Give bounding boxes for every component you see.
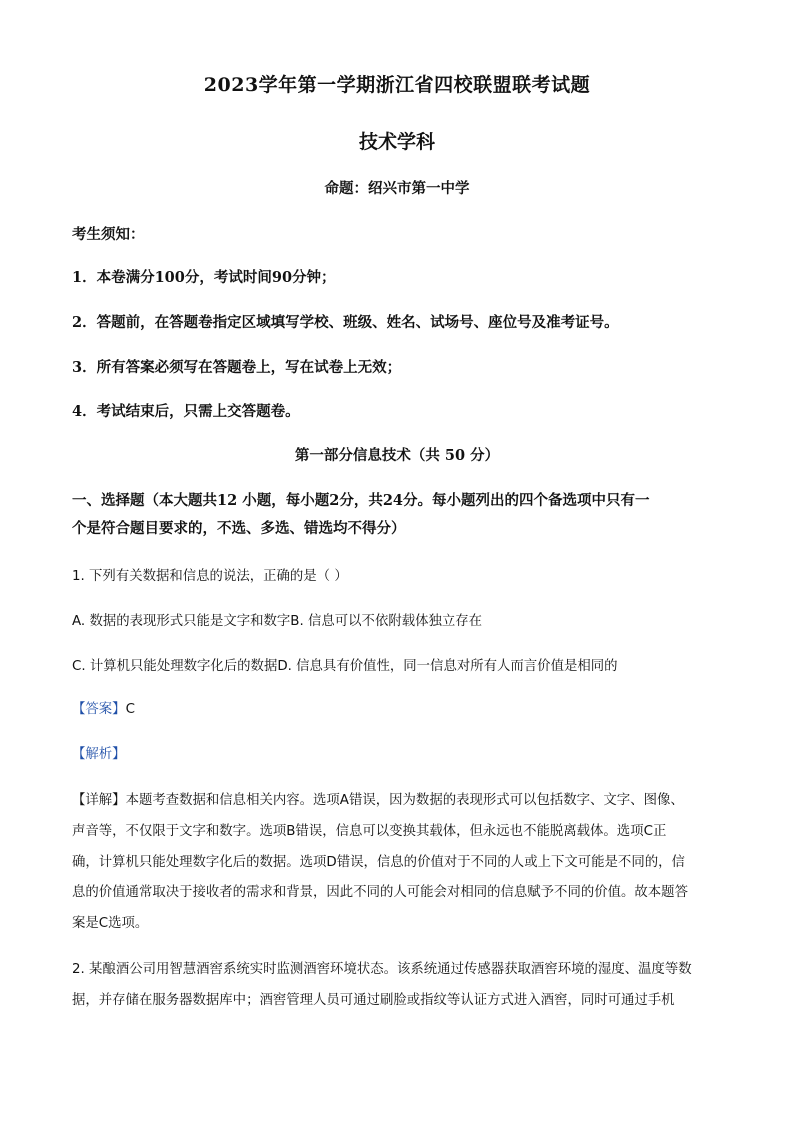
notice-item-2: 2．答题前，在答题卷指定区域填写学校、班级、姓名、试场号、座位号及准考证号。 — [72, 314, 619, 331]
notice-item-3: 3．所有答案必须写在答题卷上，写在试卷上无效； — [72, 359, 402, 376]
answer-tag: 【答案】 — [72, 702, 126, 717]
exam-title: 2023学年第一学期浙江省四校联盟联考试题 — [203, 74, 591, 96]
q1-answer — [72, 698, 135, 717]
q1-detail-line-5: 案是C选项。 — [72, 916, 149, 931]
section-heading-line-2: 个是符合题目要求的，不选、多选、错选均不得分） — [72, 520, 406, 537]
q1-analysis-tag — [72, 743, 126, 762]
subject-title: 技术学科 — [358, 131, 435, 153]
analysis-tag: 【解析】 — [72, 747, 126, 762]
q2-line-2: 据，并存储在服务器数据库中；酒窖管理人员可通过刷脸或指纹等认证方式进入酒窖，同时可通过手机 — [72, 993, 675, 1008]
q1-stem: 1. 下列有关数据和信息的说法，正确的是（ ） — [72, 569, 348, 584]
notice-heading: 考生须知： — [72, 226, 145, 243]
answer-value: C — [125, 702, 135, 717]
notice-item-4: 4．考试结束后，只需上交答题卷。 — [72, 403, 300, 420]
q1-options-ab: A. 数据的表现形式只能是文字和数字B. 信息可以不依附载体独立存在 — [72, 614, 483, 629]
notice-item-1: 1．本卷满分100分，考试时间90分钟； — [72, 269, 336, 286]
q1-options-cd: C. 计算机只能处理数字化后的数据D. 信息具有价值性，同一信息对所有人而言价值是相同的 — [72, 659, 618, 674]
section-heading-line-1: 一、选择题（本大题共12 小题，每小题2分，共24分。每小题列出的四个备选项中只有一 — [72, 492, 650, 509]
q1-detail-line-2: 声音等，不仅限于文字和数字。选项B错误，信息可以变换其载体，但永远也不能脱离载体。选项C正 — [72, 824, 667, 839]
q1-detail-line-1 — [72, 789, 684, 808]
q1-detail-line-4: 息的价值通常取决于接收者的需求和背景，因此不同的人可能会对相同的信息赋予不同的价值。故本题答 — [72, 885, 688, 900]
author-line: 命题：绍兴市第一中学 — [324, 180, 470, 197]
detail-tag: 【详解】 — [72, 793, 126, 808]
part-heading: 第一部分信息技术（共 50 分） — [294, 447, 500, 464]
detail-text: 本题考查数据和信息相关内容。选项A错误，因为数据的表现形式可以包括数字、文字、图像、 — [125, 793, 684, 808]
q1-detail-line-3: 确，计算机只能处理数字化后的数据。选项D错误，信息的价值对于不同的人或上下文可能是不同的，信 — [72, 855, 685, 870]
q2-line-1: 2. 某酿酒公司用智慧酒窖系统实时监测酒窖环境状态。该系统通过传感器获取酒窖环境的湿度、温度等数 — [72, 962, 692, 977]
